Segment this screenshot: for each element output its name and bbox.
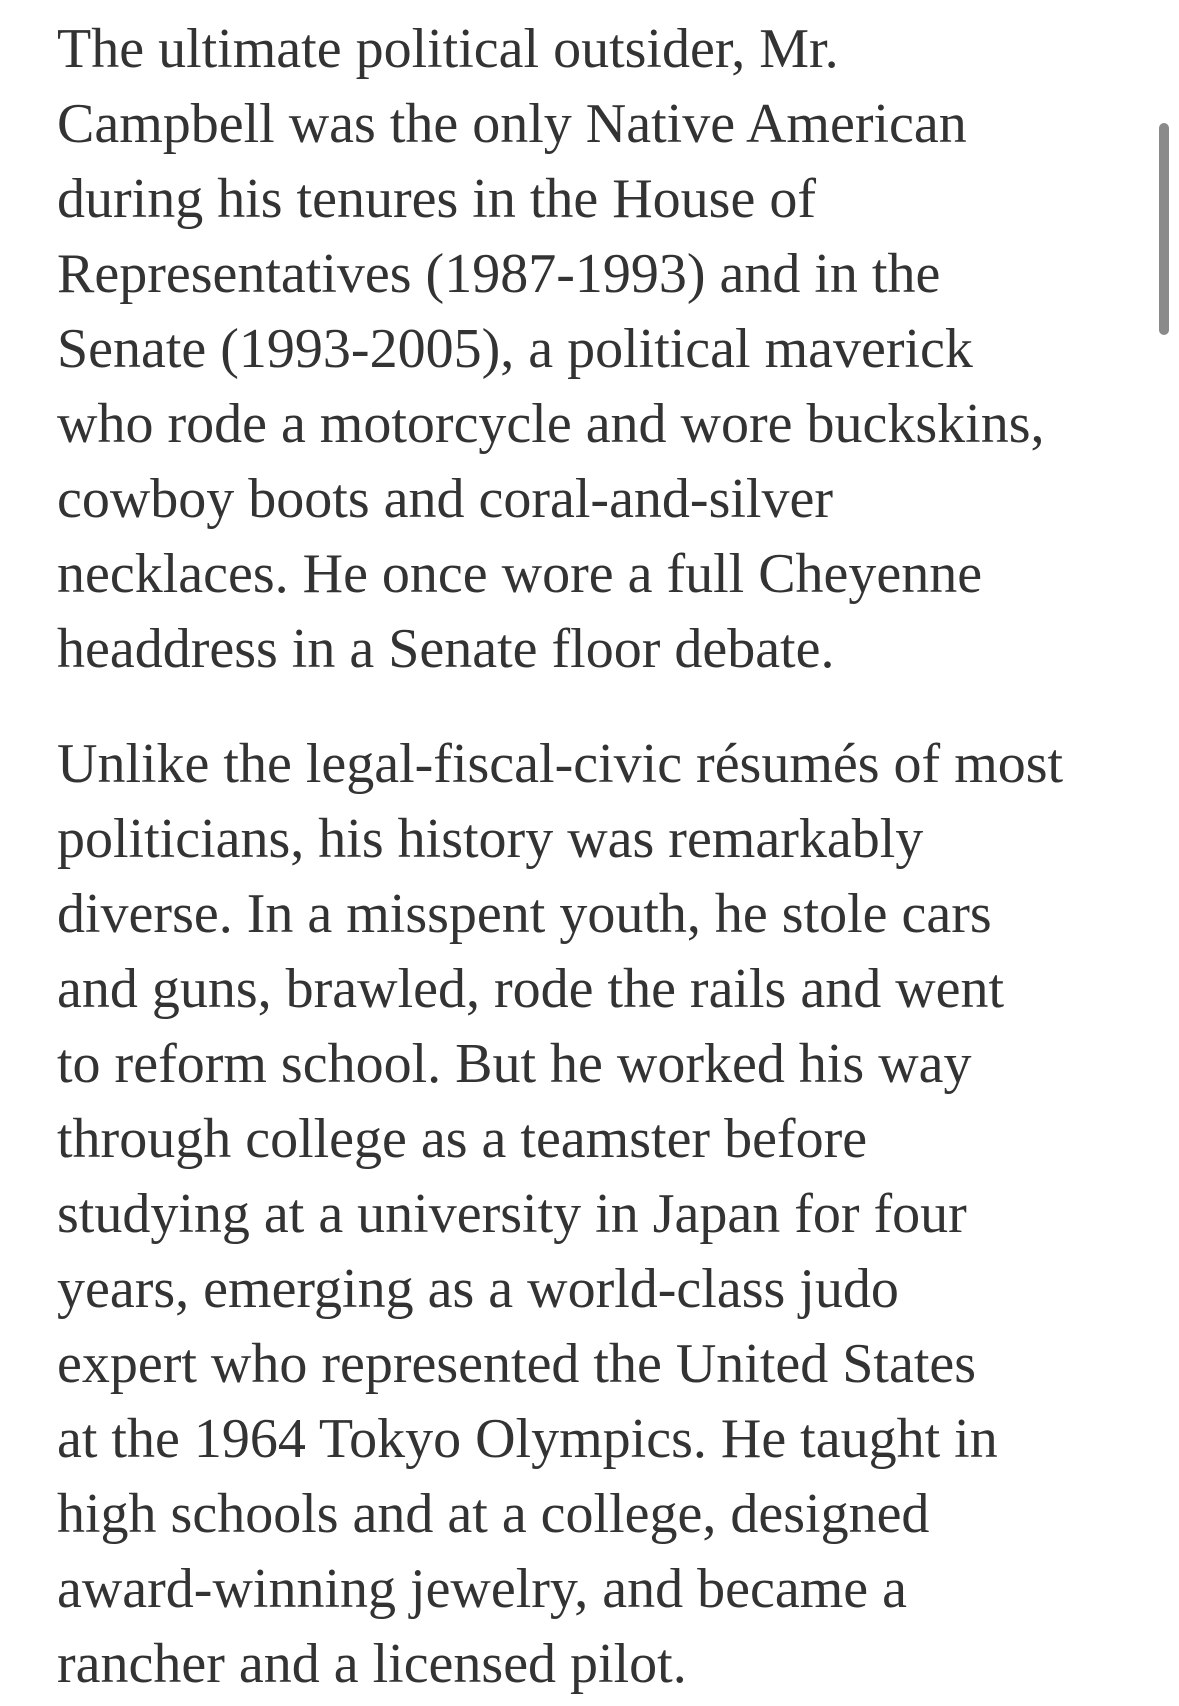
text-line: The ultimate political outsider, Mr. [57,18,839,80]
text-line: Unlike the legal-fiscal-civic résumés of most [57,733,1064,795]
paragraph [57,727,1122,1702]
text-line: high schools and at a college, designed [57,1483,930,1545]
text-line: who rode a motorcycle and wore buckskins, [57,393,1045,455]
text-line: politicians, his history was remarkably [57,808,924,870]
text-line: cowboy boots and coral-and-silver [57,468,833,530]
text-line: Representatives (1987-1993) and in the [57,243,941,305]
text-line: diverse. In a misspent youth, he stole cars [57,883,992,945]
text-line: Senate (1993-2005), a political maverick [57,318,973,380]
text-line: rancher and a licensed pilot. [57,1633,687,1695]
text-line: award-winning jewelry, and became a [57,1558,907,1620]
text-line: to reform school. But he worked his way [57,1033,972,1095]
text-line: at the 1964 Tokyo Olympics. He taught in [57,1408,998,1470]
text-line: during his tenures in the House of [57,168,816,230]
scrollbar-thumb[interactable] [1159,123,1169,335]
text-line: Campbell was the only Native American [57,93,967,155]
text-line: and guns, brawled, rode the rails and went [57,958,1005,1020]
text-line: years, emerging as a world-class judo [57,1258,899,1320]
text-line: expert who represented the United States [57,1333,977,1395]
text-line: through college as a teamster before [57,1108,868,1170]
text-line: headdress in a Senate floor debate. [57,618,835,680]
text-line: necklaces. He once wore a full Cheyenne [57,543,983,605]
paragraph [57,12,1122,687]
text-line: studying at a university in Japan for four [57,1183,967,1245]
